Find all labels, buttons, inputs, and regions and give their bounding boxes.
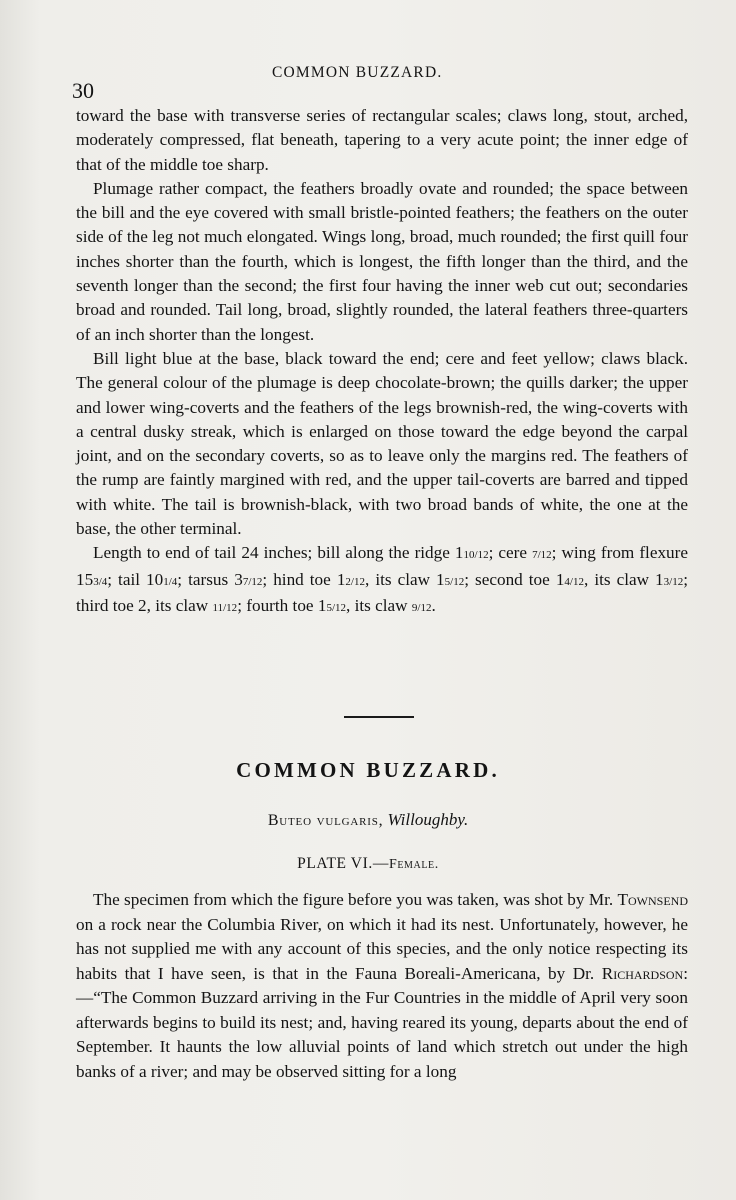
measure-text: ; hind toe 1 [262,569,346,589]
measure-text: ; cere [488,543,533,563]
description-text [76,104,688,620]
person-name: Richardson [601,963,684,983]
running-head: COMMON BUZZARD. [272,64,443,81]
measure-fraction: 7/12 [242,575,263,588]
measure-fraction: 3/12 [663,575,684,588]
scientific-name: Buteo vulgaris, [267,812,384,829]
measure-fraction: 5/12 [444,575,465,588]
narrative-text [76,888,688,1084]
plate-sex: Female. [388,857,439,872]
paragraph-feet: toward the base with transverse series of rectangular scales; claws long, stout, arched, moderately compressed, flat beneath, tapering to a very acute point; the inner edge of that of the middle toe sharp. [76,106,688,174]
measure-text: , its claw 1 [364,569,445,589]
narrative-text-run: The specimen from which the figure before you was taken, was shot by Mr. [93,890,618,909]
measure-fraction: 10/12 [463,549,489,562]
measure-fraction: 5/12 [326,601,347,614]
measure-text: ; tarsus 3 [177,569,243,589]
page-number: 30 [72,78,94,103]
paragraph-plumage: Plumage rather compact, the feathers broadly ovate and rounded; the space between the bill and the eye covered with small bristle-pointed feathers; the feathers on the outer side of the leg not much elongated. Wings long, broad, much rounded; the first quill four inches shorter than the fourth, which is longest, the fifth longer than the third, and the seventh longer than the second; the first four having the inner web cut out; secondaries broad and rounded. Tail long, broad, slightly rounded, the lateral feathers three-quarters of an inch shorter than the longest. [76,178,688,344]
narrative-text-run: on a rock near the Columbia River, on which it had its nest. Unfortunately, however, he has not supplied me with any account of this species, and the only notice respecting its habits that I have seen, is that in the Fauna Boreali-Americana, by Dr. [76,914,688,983]
narrative-paragraph [76,888,688,1084]
measure-text: ; third toe 2, its claw [76,569,688,615]
measure-text: , its claw 1 [583,569,664,589]
measure-text: , its claw [346,595,412,615]
paragraph-colour: Bill light blue at the base, black toward the end; cere and feet yellow; claws black. The general colour of the plumage is deep chocolate-brown; the quills darker; the upper and lower wing-coverts and the feathers of the legs brownish-red, the wing-coverts with a central dusky streak, which is enlarged on those toward the edge beyond the carpal joint, and on the secondary coverts, so as to leave only the margins red. The feathers of the rump are faintly margined with red, and the upper tail-coverts are barred and tipped with white. The tail is brownish-black, with two broad bands of white, the one at the base, the other terminal. [76,348,688,539]
measure-fraction: 3/4 [93,575,108,588]
section-divider [344,716,414,718]
person-name: Townsend [617,890,688,909]
narrative-text-run: :—“The Common Buzzard arriving in the Fur Countries in the middle of April very soon afterwards begins to build its nest; and, having reared its young, departs about the end of September. It haunts the low alluvial points of land which stretch out under the high banks of a river; and may be observed sitting for a long [76,963,688,1081]
species-name-line [0,810,736,830]
measure-fraction: 9/12 [411,601,432,614]
measure-fraction: 7/12 [532,549,552,562]
measure-text: ; tail 10 [107,569,164,589]
measure-fraction: 11/12 [212,601,238,614]
species-authority: Willoughby. [387,810,469,829]
plate-number: PLATE VI.— [297,855,389,872]
section-title: COMMON BUZZARD. [236,758,500,782]
measure-text: ; second toe 1 [464,569,565,589]
paragraph-measurements [76,541,688,620]
measure-fraction: 1/4 [163,575,178,588]
measure-text: ; wing from flexure 15 [76,543,689,589]
page-header [72,62,692,102]
measure-fraction: 4/12 [564,575,584,588]
measure-text: Length to end of tail 24 inches; bill along the ridge 1 [93,543,464,563]
plate-caption [0,855,736,873]
measure-text: . [431,595,436,615]
measure-fraction: 2/12 [345,575,365,588]
measure-text: ; fourth toe 1 [237,595,327,615]
